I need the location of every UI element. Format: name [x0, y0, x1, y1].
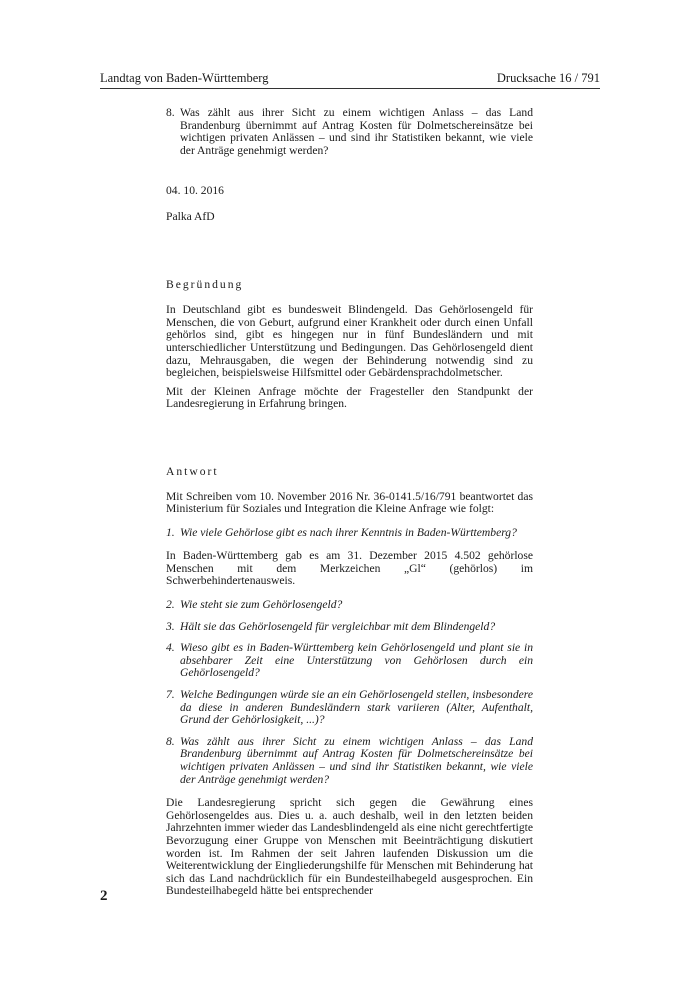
header-right: Drucksache 16 / 791 — [496, 71, 600, 85]
date: 04. 10. 2016 — [166, 184, 224, 198]
question-number: 3. — [166, 619, 175, 633]
question-text: Was zählt aus ihrer Sicht zu einem wichtigen Anlass – das Land Brandenburg übernimmt auf Antrag Kosten für Dolmetschereinsätze bei wichtigen privaten Anlässen – und sind ihr Statistiken bekannt, wie viele der Anträge genehmigt werden? — [180, 734, 533, 786]
answer-final: Die Landesregierung spricht sich gegen die Gewährung eines Gehörlosengeldes aus. Dies u. a. auch deshalb, weil in den letzten beiden Jahrzehnten immer wieder das Landesblindengeld als eine nicht gerechtfertigte Bevorzugung einer Gruppe von Menschen mit Beeinträchtigung diskutiert worden ist. Im Rahmen der seit Jahren laufenden Diskussion um die Weiterentwicklung der Eingliederungshilfe für Menschen mit Behinderung hat sich das Land nachdrücklich für ein Bundesteilhabegeld ausgesprochen. Ein Bundesteilhabegeld hätte bei entsprechender — [166, 796, 533, 898]
question-number: 7. — [166, 688, 175, 702]
question-8-intro — [166, 107, 533, 157]
question-3 — [166, 621, 533, 634]
antwort-intro: Mit Schreiben vom 10. November 2016 Nr. 36-0141.5/16/791 beantwortet das Ministerium für Soziales und Integration die Kleine Anfrage wie folgt: — [166, 489, 533, 516]
question-number: 8. — [166, 106, 175, 119]
question-number: 1. — [166, 525, 175, 539]
page-number: 2 — [100, 888, 108, 904]
question-text: Welche Bedingungen würde sie an ein Gehörlosengeld stellen, insbesondere da diese in anderen Bundesländern stark variieren (Alter, Aufenthalt, Grund der Gehörlosigkeit, ...)? — [180, 688, 533, 727]
antwort-heading: Antwort — [166, 464, 219, 478]
document-body — [166, 107, 533, 898]
header-left: Landtag von Baden-Württemberg — [100, 71, 269, 85]
question-8 — [166, 736, 533, 786]
author: Palka AfD — [166, 209, 215, 223]
question-number: 2. — [166, 598, 175, 612]
question-7 — [166, 689, 533, 727]
question-4 — [166, 642, 533, 680]
question-text: Wie steht sie zum Gehörlosengeld? — [180, 598, 343, 612]
question-1 — [166, 527, 533, 540]
header-divider — [100, 88, 600, 89]
question-number: 4. — [166, 641, 175, 655]
question-text: Wie viele Gehörlose gibt es nach ihrer Kenntnis in Baden-Württemberg? — [180, 525, 517, 539]
begruendung-paragraph-2: Mit der Kleinen Anfrage möchte der Fragesteller den Standpunkt der Landesregierung in Erfahrung bringen. — [166, 384, 533, 411]
question-text: Hält sie das Gehörlosengeld für vergleichbar mit dem Blindengeld? — [180, 619, 496, 633]
answer-1: In Baden-Württemberg gab es am 31. Dezember 2015 4.502 gehörlose Menschen mit dem Merkzeichen „Gl“ (gehörlos) im Schwerbehindertenausweis. — [166, 549, 533, 588]
question-text: Was zählt aus ihrer Sicht zu einem wichtigen Anlass – das Land Brandenburg übernimmt auf Antrag Kosten für Dolmetschereinsätze bei wichtigen privaten Anlässen – und sind ihr Statistiken bekannt, wie viele der Anträge genehmigt werden? — [180, 106, 533, 157]
page-header — [100, 71, 600, 86]
begruendung-heading: Begründung — [166, 277, 244, 291]
question-2 — [166, 599, 533, 612]
question-text: Wieso gibt es in Baden-Württemberg kein Gehörlosengeld und plant sie in absehbarer Zeit eine Unterstützung von Gehörlosen durch ein Gehörlosengeld? — [180, 641, 533, 680]
begruendung-paragraph-1: In Deutschland gibt es bundesweit Blindengeld. Das Gehörlosengeld für Menschen, die von Geburt, aufgrund einer Krankheit oder durch einen Unfall gehörlos sind, gibt es hingegen nur in fünf Bundesländern und mit unterschiedlicher Unterstützung und Bedingungen. Das Gehörlosengeld dient dazu, Mehrausgaben, die wegen der Behinderung notwendig sind zu begleichen, beispielsweise Hilfsmittel oder Gebärdensprachdolmetscher. — [166, 303, 533, 380]
question-number: 8. — [166, 734, 175, 748]
